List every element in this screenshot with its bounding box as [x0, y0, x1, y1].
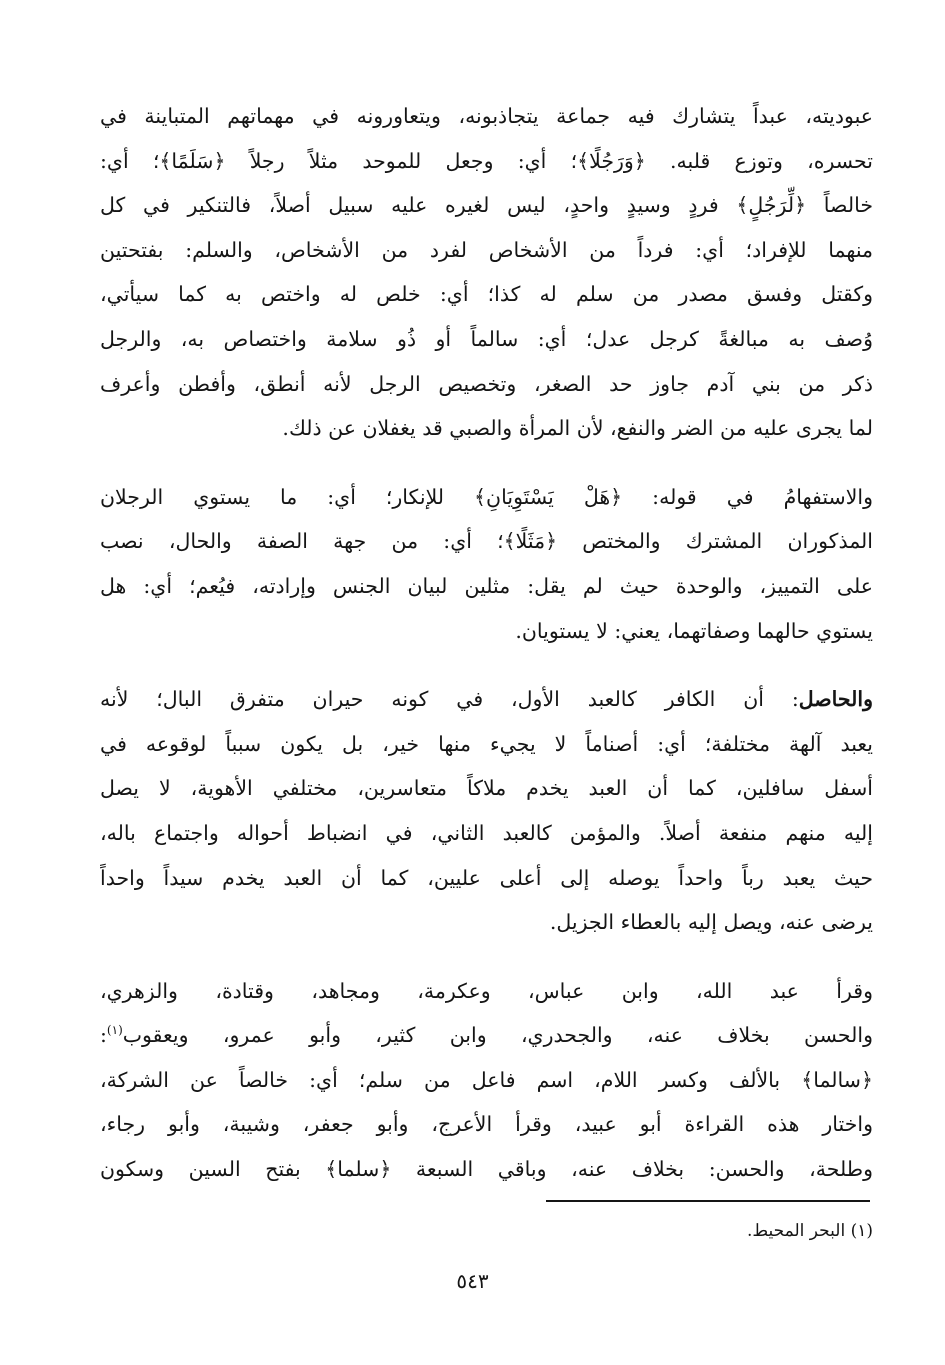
- text-line: يعبد آلهة مختلفة؛ أي: أصناماً لا يجيء منها خير، بل يكون سبباً لوقوعه في: [100, 731, 873, 756]
- main-text: [100, 94, 873, 1216]
- text-run: : أن الكافر كالعبد الأول، في كونه حيران متفرق البال؛ لأنه: [100, 687, 799, 712]
- text-line: تحسره، وتوزع قلبه. ﴿وَرَجُلًا﴾؛ أي: وجعل للموحد مثلاً رجلاً ﴿سَلَمًا﴾؛ أي:: [100, 148, 873, 173]
- footnote-reference: (١): [106, 1023, 123, 1038]
- text-line: منهما للإفراد؛ أي: فرداً من الأشخاص لفرد من الأشخاص، والسلم: بفتحتين: [100, 237, 873, 262]
- text-line: يرضى عنه، ويصل إليه بالعطاء الجزيل.: [549, 910, 873, 935]
- text-line: على التمييز، والوحدة حيث لم يقل: مثلين لبيان الجنس وإرادته، فيُعم؛ أي: هل: [100, 573, 873, 598]
- text-run: والحسن بخلاف عنه، والجحدري، وابن كثير، وأبو عمرو، ويعقوب: [122, 1023, 873, 1048]
- text-line: خالصاً ﴿لِّرَجُلٍ﴾ فردٍ وسيدٍ واحدٍ، ليس لغيره عليه سبيل أصلاً، فالتنكير في كل: [100, 193, 873, 218]
- text-line: المذكوران المشترك والمختص ﴿مَثَلًا﴾؛ أي: من جهة الصفة والحال، نصب: [100, 529, 873, 554]
- text-line: يستوي حالهما وصفاتهما، يعني: لا يستويان.: [515, 618, 873, 643]
- text-line: [100, 677, 873, 722]
- text-line: وُصف به مبالغةً كرجل عدل؛ أي: سالماً أو ذُو سلامة واختصاص به، والرجل: [100, 326, 873, 351]
- paragraph-3: [100, 677, 873, 945]
- text-line: وقرأ عبد الله، وابن عباس، وعكرمة، ومجاهد، وقتادة، والزهري،: [100, 978, 873, 1003]
- text-line: أسفل سافلين، كما أن العبد يخدم ملاكاً متعاسرين، مختلفي الأهوية، لا يصل: [100, 776, 873, 801]
- text-line: واختار هذه القراءة أبو عبيد، وقرأ الأعرج، وأبو جعفر، وشيبة، وأبو رجاء،: [100, 1112, 873, 1137]
- text-run: :: [100, 1023, 107, 1048]
- text-line: عبوديته، عبداً يتشارك فيه جماعة يتجاذبونه، ويتعاورونه في مهماتهم المتباينة في: [100, 104, 873, 128]
- text-line: ذكر من بني آدم جاوز حد الصغر، وتخصيص الرجل لأنه أنطق، وأفطن وأعرف: [100, 371, 873, 396]
- text-line: لما يجرى عليه من الضر والنفع، لأن المرأة والصبي قد يغفلان عن ذلك.: [282, 416, 873, 441]
- page-number: ٥٤٣: [456, 1269, 489, 1293]
- text-line: وطلحة، والحسن: بخلاف عنه، وباقي السبعة ﴿سلما﴾ بفتح السين وسكون: [100, 1157, 873, 1182]
- text-line: [100, 1013, 873, 1058]
- text-line: حيث يعبد رباً واحداً يوصله إلى أعلى عليين، كما أن العبد يخدم سيداً واحداً: [100, 865, 873, 890]
- paragraph-4: [100, 969, 873, 1192]
- text-line: ﴿سالما﴾ بالألف وكسر اللام، اسم فاعل من سلم؛ أي: خالصاً عن الشركة،: [100, 1067, 873, 1092]
- text-line: إليه منهم منفعة أصلاً. والمؤمن كالعبد الثاني، في انضباط أحواله واجتماع باله،: [100, 820, 873, 845]
- paragraph-lead-word: والحاصل: [798, 687, 873, 712]
- footnote: (١) البحر المحيط.: [747, 1221, 873, 1241]
- paragraph-2: [100, 475, 873, 653]
- text-line: وكقتل وفسق مصدر من سلم له كذا؛ أي: خلص له واختص به كما سيأتي،: [100, 282, 873, 307]
- paragraph-1: [100, 94, 873, 451]
- text-line: والاستفهامُ في قوله: ﴿هَلْ يَسْتَوِيَانِ﴾ للإنكار؛ أي: ما يستوي الرجلان: [100, 484, 873, 509]
- footnote-divider: [546, 1200, 870, 1202]
